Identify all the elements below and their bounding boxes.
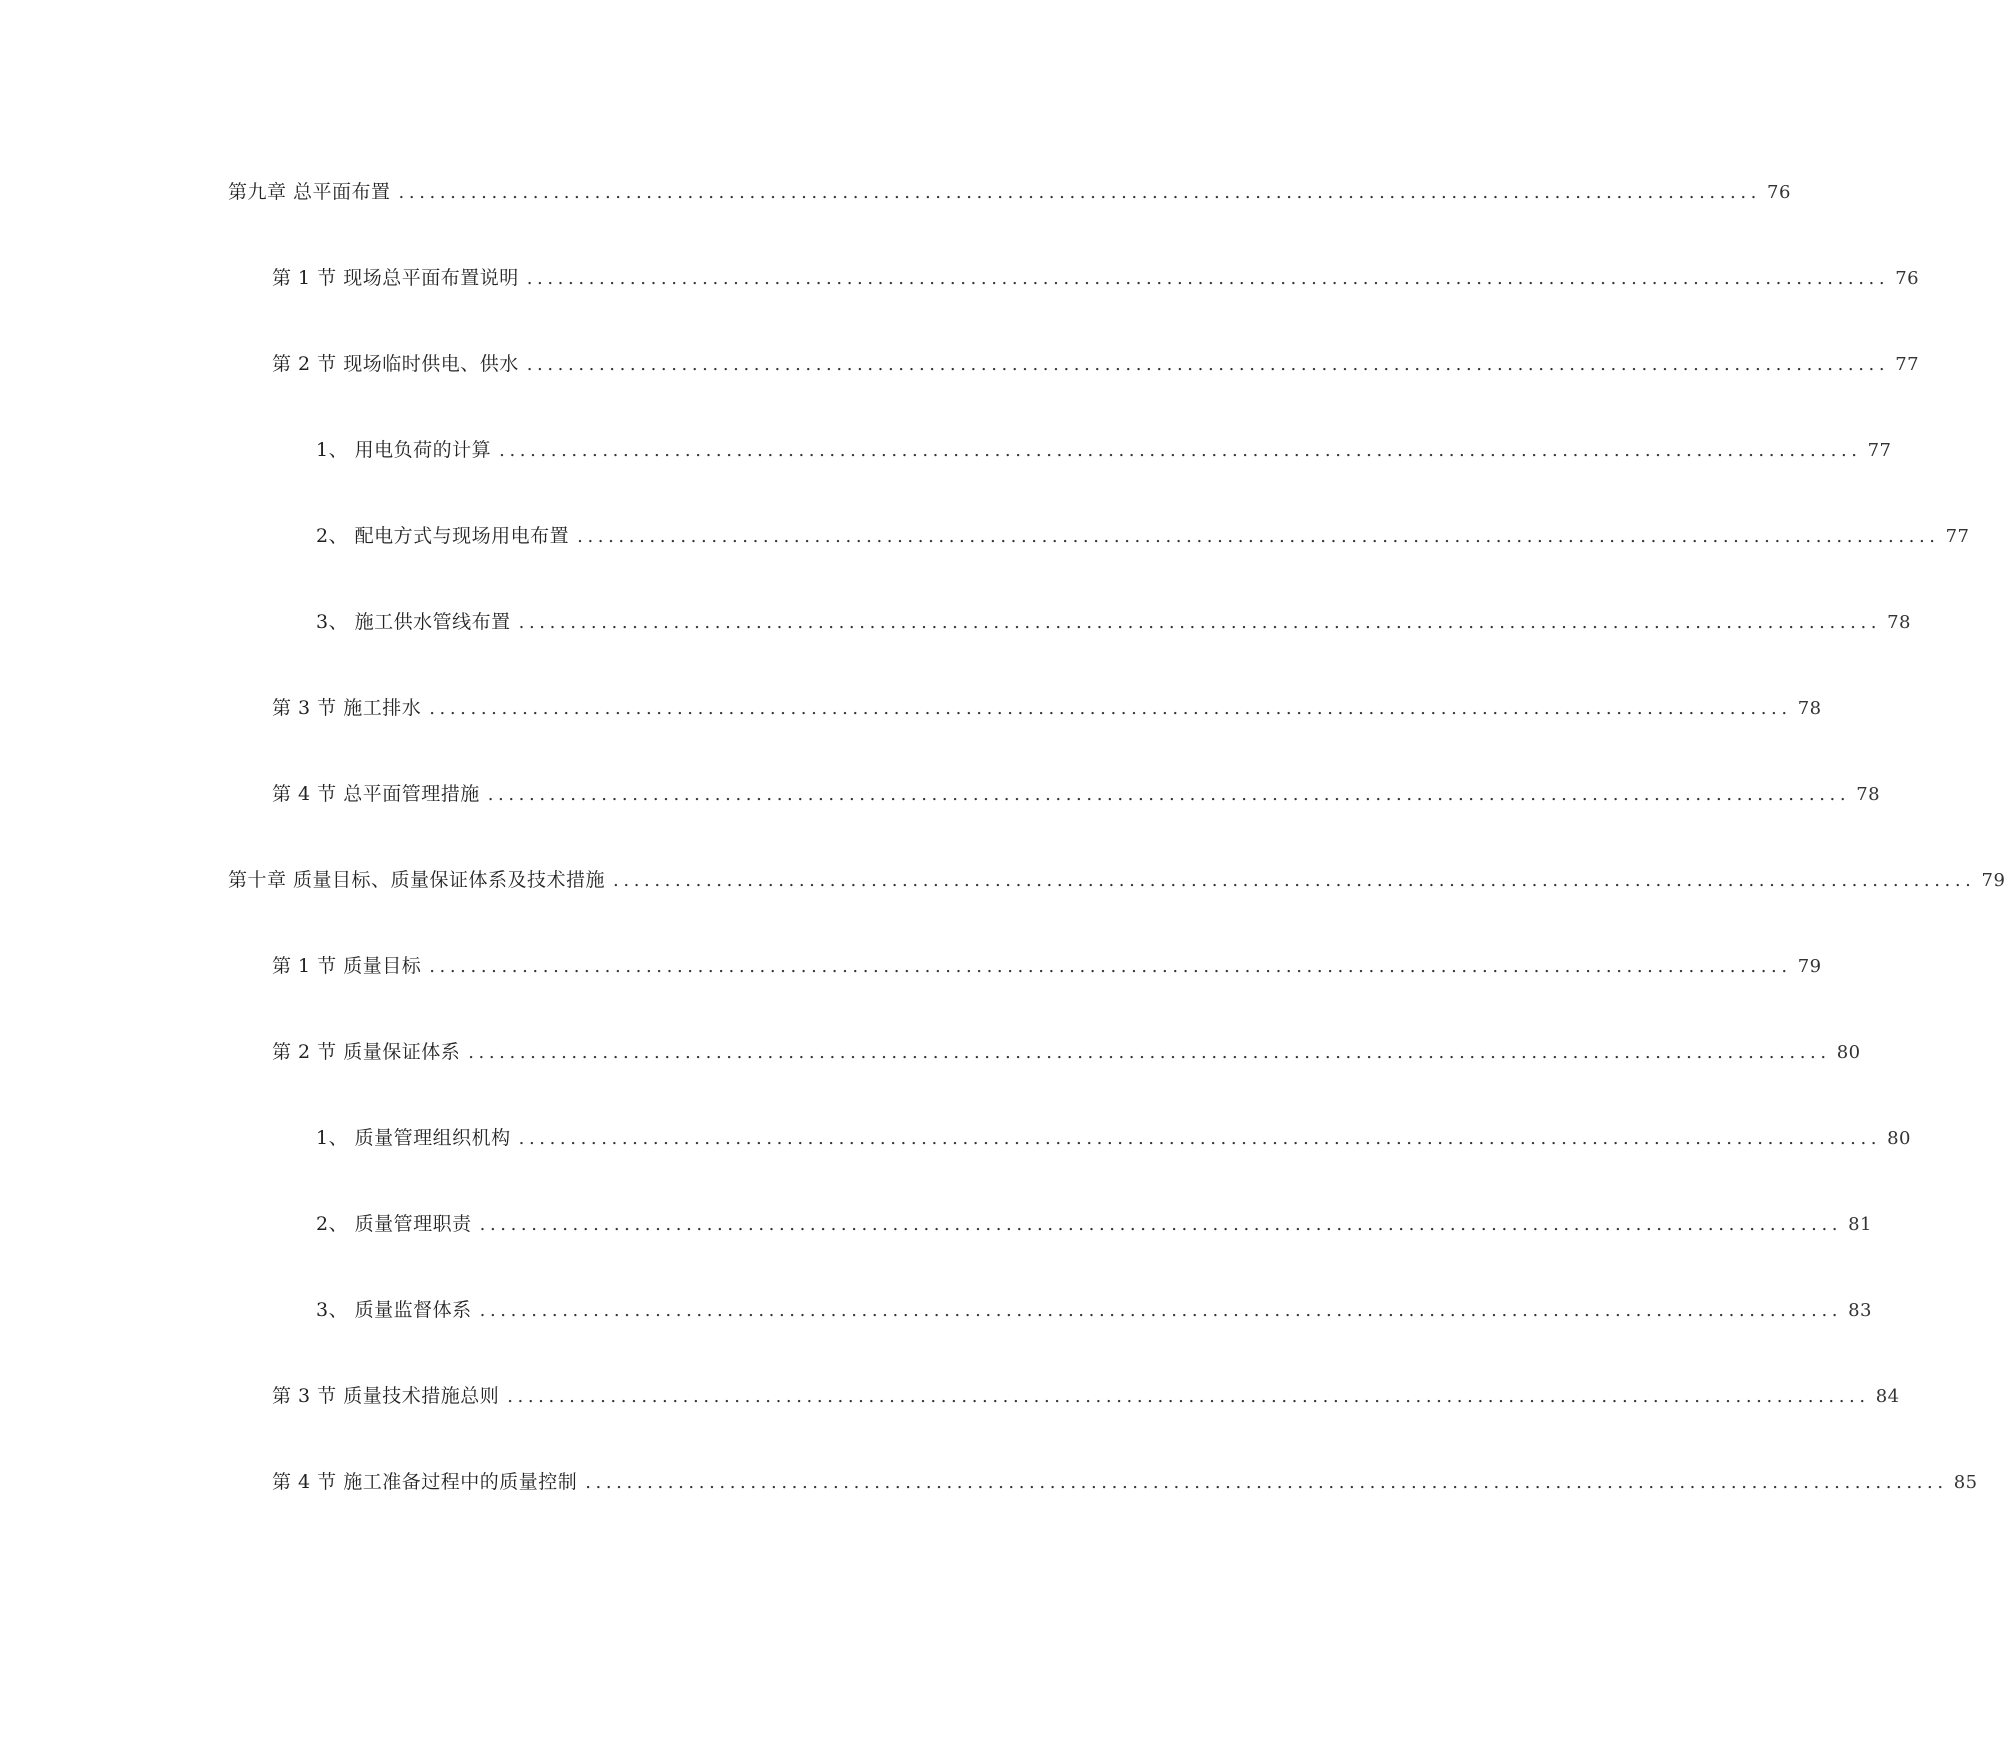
toc-entry-label: 1、 质量管理组织机构 <box>316 1127 511 1149</box>
toc-entry-label: 2、 质量管理职责 <box>316 1213 472 1235</box>
toc-dot-leader: .................................................................................................................................... <box>585 1472 1948 1493</box>
toc-entry[interactable] <box>272 263 1920 293</box>
toc-dot-leader: .................................................................................................................................... <box>479 1214 1843 1235</box>
toc-entry-page: 79 <box>1981 870 2005 891</box>
toc-entry-label: 第 1 节 现场总平面布置说明 <box>272 267 519 289</box>
toc-entry[interactable] <box>272 693 1822 723</box>
toc-dot-leader: .................................................................................................................................... <box>507 1386 1870 1407</box>
toc-entry-page: 80 <box>1887 1128 1912 1149</box>
toc-entry-label: 1、 用电负荷的计算 <box>316 439 492 461</box>
toc-entry-page: 78 <box>1797 698 1822 719</box>
toc-entry[interactable] <box>316 1209 1873 1239</box>
toc-entry[interactable] <box>316 521 1970 551</box>
toc-entry-page: 81 <box>1848 1214 1873 1235</box>
toc-dot-leader: .................................................................................................................................... <box>429 698 1792 719</box>
toc-entry[interactable] <box>272 779 1881 809</box>
toc-entry-page: 77 <box>1895 354 1920 375</box>
toc-entry[interactable] <box>272 1467 1978 1497</box>
toc-dot-leader: .................................................................................................................................... <box>518 1128 1882 1149</box>
toc-entry[interactable] <box>272 1381 1900 1411</box>
toc-entry-page: 77 <box>1945 526 1970 547</box>
toc-entry[interactable] <box>316 435 1892 465</box>
toc-dot-leader: .................................................................................................................................... <box>577 526 1940 547</box>
toc-entry-page: 76 <box>1767 182 1791 203</box>
toc-entry-label: 3、 质量监督体系 <box>316 1299 472 1321</box>
toc-dot-leader: .................................................................................................................................... <box>429 956 1792 977</box>
toc-entry-label: 第 1 节 质量目标 <box>272 955 422 977</box>
toc-entry[interactable] <box>228 177 1791 207</box>
toc-entry-page: 79 <box>1797 956 1822 977</box>
toc-entry-page: 77 <box>1867 440 1892 461</box>
toc-entry-page: 78 <box>1856 784 1881 805</box>
toc-entry[interactable] <box>316 1123 1912 1153</box>
toc-entry-label: 3、 施工供水管线布置 <box>316 611 511 633</box>
toc-dot-leader: .................................................................................................................................... <box>479 1300 1843 1321</box>
toc-entry-page: 85 <box>1953 1472 1978 1493</box>
toc-entry-label: 第 3 节 施工排水 <box>272 697 422 719</box>
toc-entry[interactable] <box>228 865 2005 895</box>
toc-entry-label: 第 2 节 质量保证体系 <box>272 1041 461 1063</box>
toc-dot-leader: .................................................................................................................................... <box>613 870 1976 891</box>
toc-entry-page: 83 <box>1848 1300 1873 1321</box>
toc-entry[interactable] <box>316 1295 1873 1325</box>
toc-dot-leader: .................................................................................................................................... <box>526 354 1890 375</box>
toc-entry-page: 78 <box>1887 612 1912 633</box>
toc-entry-page: 84 <box>1875 1386 1900 1407</box>
toc-entry-label: 第 2 节 现场临时供电、供水 <box>272 353 519 375</box>
toc-dot-leader: .................................................................................................................................... <box>487 784 1851 805</box>
toc-entry-label: 第 4 节 施工准备过程中的质量控制 <box>272 1471 578 1493</box>
toc-entry-page: 80 <box>1836 1042 1861 1063</box>
toc-entry[interactable] <box>316 607 1912 637</box>
toc-dot-leader: .................................................................................................................................... <box>398 182 1762 203</box>
toc-dot-leader: .................................................................................................................................... <box>468 1042 1831 1063</box>
toc-entry[interactable] <box>272 349 1920 379</box>
toc-dot-leader: .................................................................................................................................... <box>526 268 1890 289</box>
toc-entry-label: 第 4 节 总平面管理措施 <box>272 783 480 805</box>
toc-entry[interactable] <box>272 951 1822 981</box>
toc-dot-leader: .................................................................................................................................... <box>518 612 1882 633</box>
toc-entry-label: 第十章 质量目标、质量保证体系及技术措施 <box>228 869 606 891</box>
toc-entry-label: 第九章 总平面布置 <box>228 181 391 203</box>
toc-entry[interactable] <box>272 1037 1861 1067</box>
toc-entry-label: 2、 配电方式与现场用电布置 <box>316 525 570 547</box>
toc-dot-leader: .................................................................................................................................... <box>499 440 1862 461</box>
toc-entry-label: 第 3 节 质量技术措施总则 <box>272 1385 500 1407</box>
toc-entry-page: 76 <box>1895 268 1920 289</box>
